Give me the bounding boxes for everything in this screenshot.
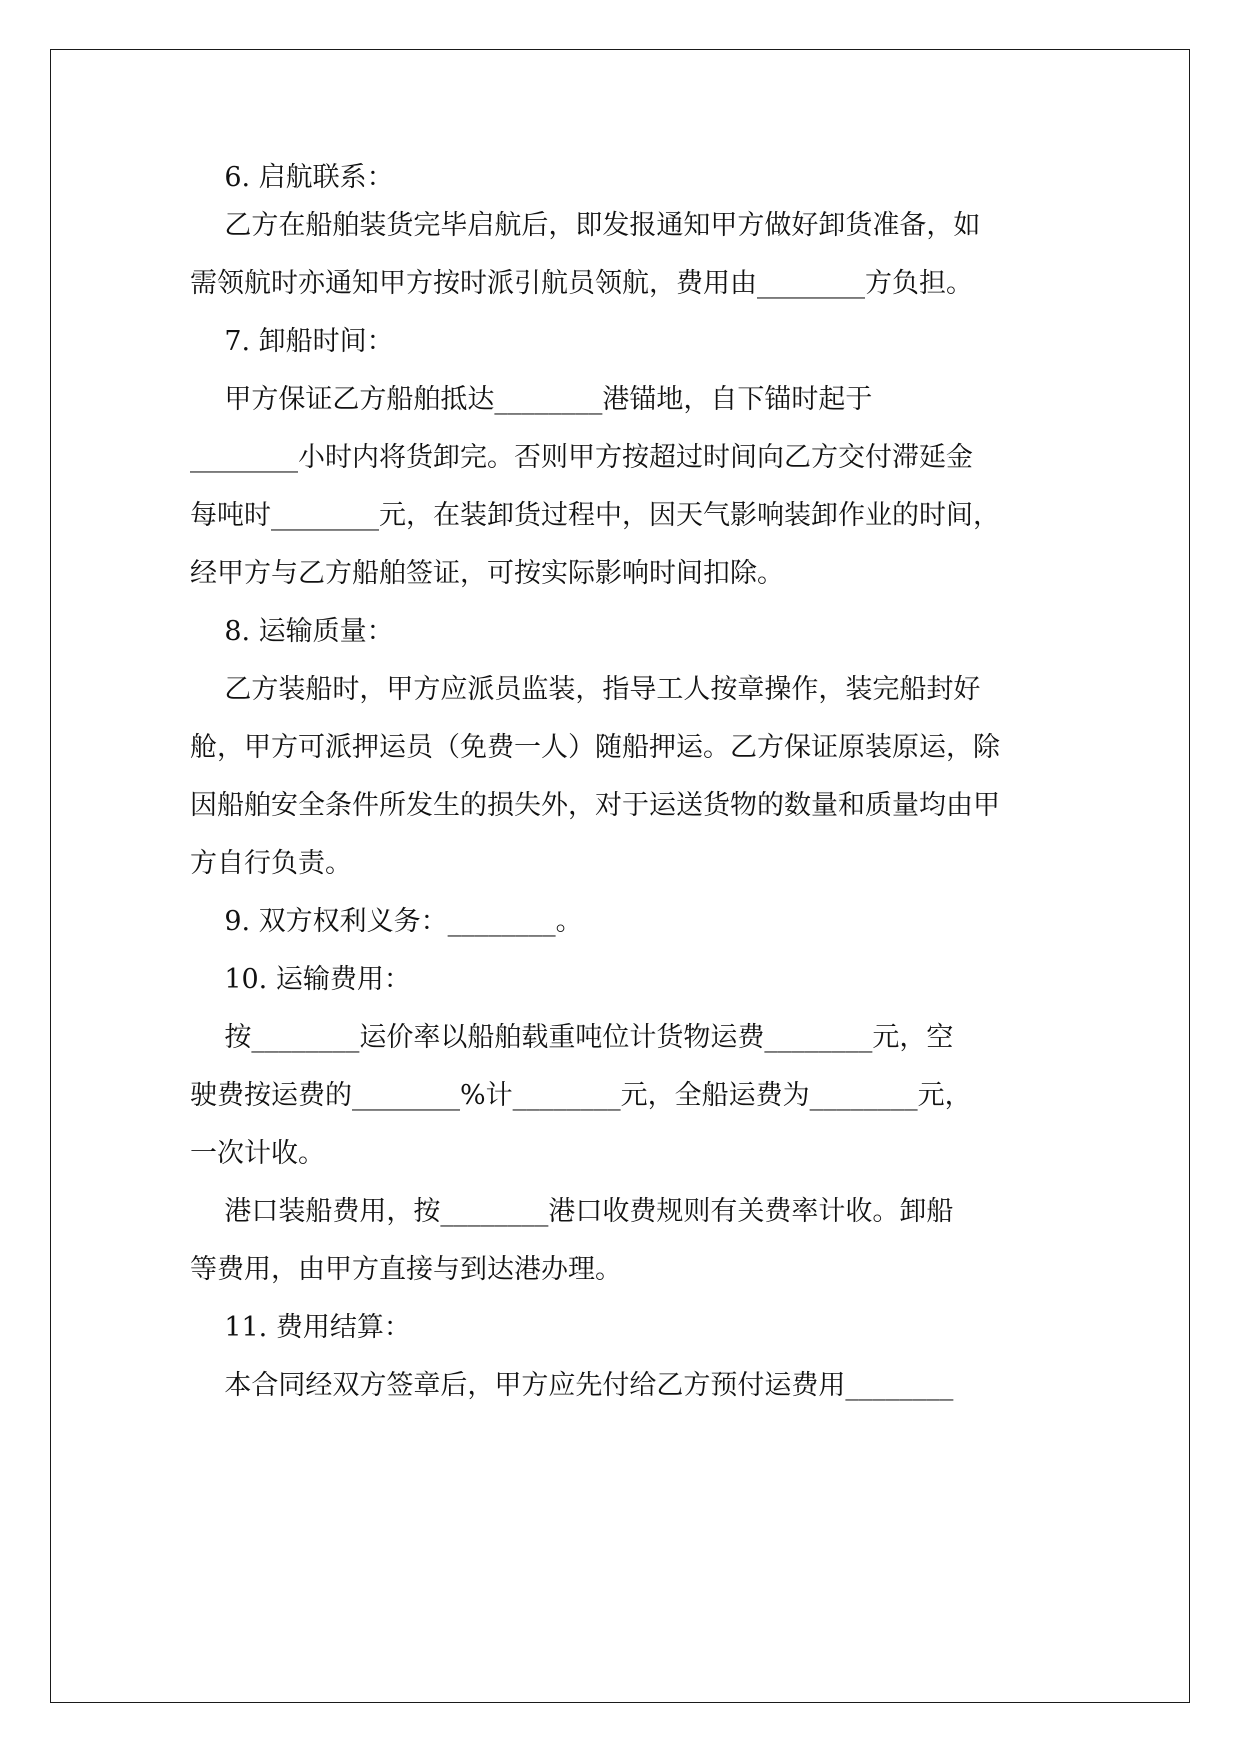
paragraph-line: ________小时内将货卸完。否则甲方按超过时间向乙方交付滞延金 xyxy=(190,442,973,473)
heading-11-fee-settlement: 11. 费用结算： xyxy=(190,1312,411,1343)
paragraph-line: 驶费按运费的________%计________元，全船运费为________元， xyxy=(190,1080,972,1111)
paragraph-line: 乙方装船时，甲方应派员监装，指导工人按章操作，装完船封好 xyxy=(190,674,981,705)
paragraph-line: 因船舶安全条件所发生的损失外，对于运送货物的数量和质量均由甲 xyxy=(190,790,1000,821)
paragraph-line: 需领航时亦通知甲方按时派引航员领航，费用由________方负担。 xyxy=(190,268,973,299)
paragraph-line: 甲方保证乙方船舶抵达________港锚地，自下锚时起于 xyxy=(190,384,873,415)
paragraph-line: 一次计收。 xyxy=(190,1138,325,1169)
paragraph-line: 港口装船费用，按________港口收费规则有关费率计收。卸船 xyxy=(190,1196,954,1227)
heading-8-transport-quality: 8. 运输质量： xyxy=(190,616,394,647)
heading-6-departure-contact: 6. 启航联系： xyxy=(190,162,394,193)
paragraph-line: 乙方在船舶装货完毕启航后，即发报通知甲方做好卸货准备，如 xyxy=(190,210,981,241)
paragraph-line: 舱，甲方可派押运员（免费一人）随船押运。乙方保证原装原运，除 xyxy=(190,732,1000,763)
heading-10-transport-fees: 10. 运输费用： xyxy=(190,964,411,995)
heading-9-rights-obligations: 9. 双方权利义务：________。 xyxy=(190,906,583,937)
paragraph-line: 方自行负责。 xyxy=(190,848,352,879)
paragraph-line: 本合同经双方签章后，甲方应先付给乙方预付运费用________ xyxy=(190,1370,954,1401)
paragraph-line: 经甲方与乙方船舶签证，可按实际影响时间扣除。 xyxy=(190,558,784,589)
paragraph-line: 按________运价率以船舶载重吨位计货物运费________元，空 xyxy=(190,1022,954,1053)
heading-7-unloading-time: 7. 卸船时间： xyxy=(190,326,394,357)
paragraph-line: 等费用，由甲方直接与到达港办理。 xyxy=(190,1254,622,1285)
paragraph-line: 每吨时________元，在装卸货过程中，因天气影响装卸作业的时间， xyxy=(190,500,1000,531)
